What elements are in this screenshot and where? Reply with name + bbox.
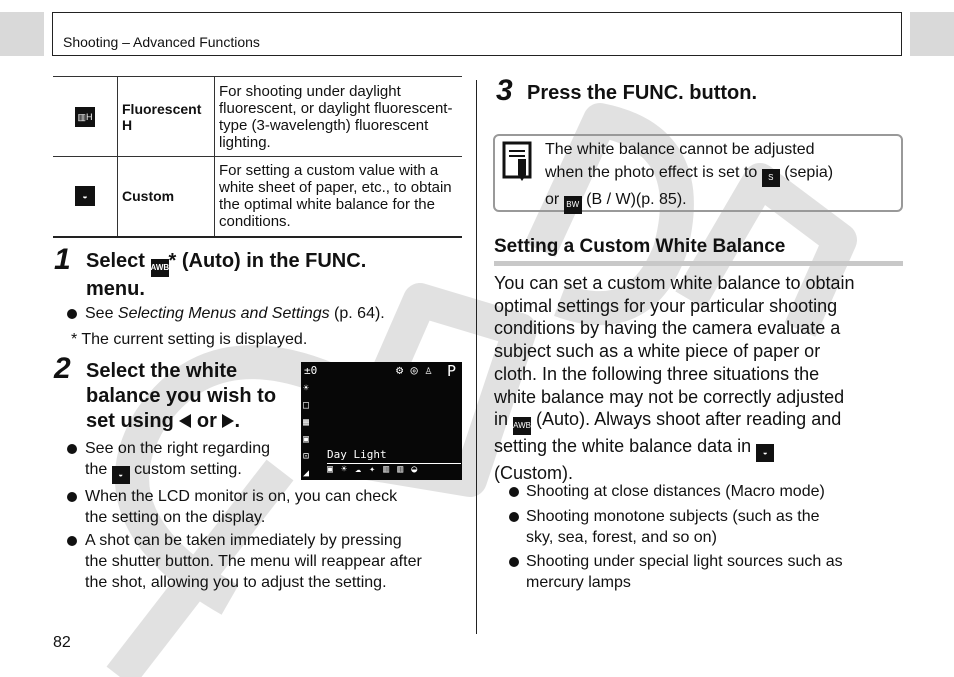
mode-indicator: P: [447, 362, 457, 380]
bullet-icon: [67, 536, 77, 546]
custom-wb-icon: ◒: [112, 466, 130, 484]
lcd-screen: [301, 362, 462, 480]
lcd-wb-options: ▣ ☀ ☁ ✦ ▥ ▥ ◒: [327, 463, 461, 479]
list-item: Shooting monotone subjects (such as the sky, sea, forest, and so on): [526, 508, 820, 546]
note-text: The white balance cannot be adjusted when the photo effect is set to S (sepia) or BW (B / W)(p. 85).: [545, 139, 833, 214]
step-heading: Select AWB* (Auto) in the FUNC. menu.: [86, 250, 367, 300]
sepia-icon: S: [762, 169, 780, 187]
column-divider: [476, 80, 477, 634]
page-number: 82: [53, 634, 71, 651]
white-balance-table: [53, 76, 462, 238]
awb-icon: AWB: [151, 259, 169, 277]
right-arrow-icon: [222, 414, 234, 428]
step-number: 1: [54, 243, 71, 276]
custom-wb-icon: ◒: [75, 186, 95, 206]
list-item: Shooting at close distances (Macro mode): [526, 483, 825, 500]
wb-name: Fluorescent H: [118, 77, 215, 157]
wb-description: For setting a custom value with a white sheet of paper, etc., to obtain the optimal white balance for the conditions.: [215, 157, 463, 237]
awb-icon: AWB: [513, 417, 531, 435]
footnote: * The current setting is displayed.: [71, 331, 308, 348]
section-title: Setting a Custom White Balance: [494, 236, 786, 257]
custom-wb-icon: ◒: [756, 444, 774, 462]
bullet-icon: [67, 444, 77, 454]
bullet-icon: [509, 512, 519, 522]
step1-bullet: See Selecting Menus and Settings (p. 64).: [85, 305, 385, 322]
step-heading: Press the FUNC. button.: [527, 82, 758, 104]
step2-bullet-2: When the LCD monitor is on, you can check the setting on the display.: [85, 488, 398, 526]
list-item: Shooting under special light sources such as mercury lamps: [526, 553, 843, 591]
step2-bullet-3: A shot can be taken immediately by pressing the shutter button. The menu will reappear after the shot, allowing you to adjust the setting.: [85, 532, 422, 591]
lcd-status-icons: ⚙ ◎ ♙: [396, 363, 433, 377]
bw-icon: BW: [564, 196, 582, 214]
exposure-value: ±0: [304, 364, 318, 377]
fluorescent-h-icon: ▥H: [75, 107, 95, 127]
left-arrow-icon: [179, 414, 191, 428]
section-paragraph: You can set a custom white balance to obtain optimal settings for your particular shooting conditions by having the camera evaluate a subject such as a white piece of paper or cloth. In the following three situations the white balance may not be correctly adjusted in AWB (Auto). Always shoot after reading and setting the white balance data in ◒ (Custom).: [494, 273, 855, 484]
note-icon: [502, 141, 534, 183]
step2-bullet-1: See on the right regarding the ◒ custom setting.: [85, 438, 270, 484]
wb-description: For shooting under daylight fluorescent, or daylight fluorescent-type (3-wavelength) fluorescent lighting.: [215, 77, 463, 157]
step-number: 2: [54, 352, 71, 385]
bullet-icon: [509, 487, 519, 497]
table-row: [53, 77, 462, 157]
lcd-wb-label: Day Light: [327, 448, 387, 461]
wb-name: Custom: [118, 157, 215, 237]
section-header: Shooting – Advanced Functions: [63, 34, 260, 50]
left-page-tab: [0, 12, 44, 56]
lcd-menu-icons: ☀ □ ▦ ▣ ⊡ ◢: [303, 383, 310, 479]
bullet-icon: [67, 492, 77, 502]
bullet-icon: [509, 557, 519, 567]
step-number: 3: [496, 74, 513, 107]
section-rule: [494, 261, 903, 266]
step-heading: Select the white balance you wish to set using or .: [86, 360, 277, 432]
bullet-icon: [67, 309, 77, 319]
right-page-tab: [910, 12, 954, 56]
table-row: [53, 157, 462, 237]
